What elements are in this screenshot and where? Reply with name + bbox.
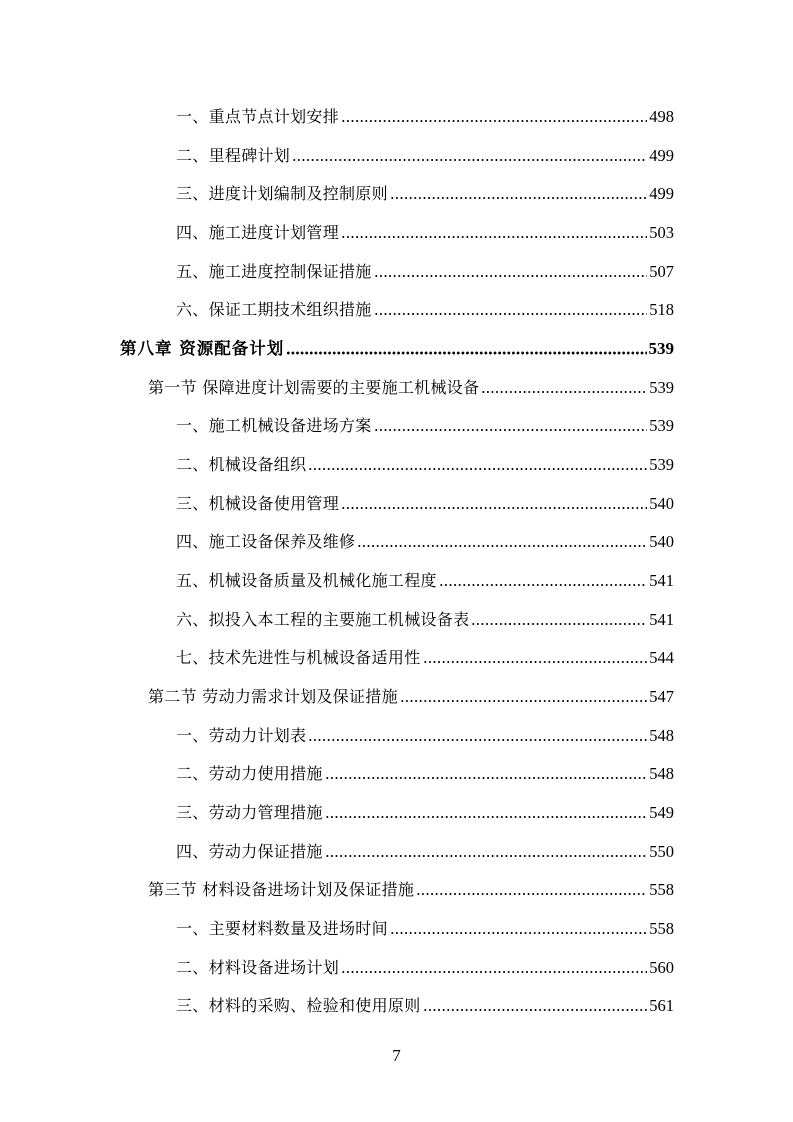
toc-entry-page: 560 [649, 958, 674, 977]
toc-entry-page: 541 [649, 571, 674, 590]
toc-entry[interactable] [176, 410, 674, 436]
toc-entry-page: 539 [649, 455, 674, 474]
toc-entry-page: 518 [649, 300, 674, 319]
dot-leader [286, 351, 646, 355]
toc-entry[interactable] [176, 565, 674, 591]
dot-leader [400, 699, 647, 703]
toc-entry-page: 498 [649, 107, 674, 126]
toc-entry-title: 一、重点节点计划安排 [176, 107, 340, 126]
toc-entry-page: 540 [649, 494, 674, 513]
dot-leader [390, 196, 647, 200]
dot-leader [439, 583, 647, 587]
toc-entry-page: 549 [649, 803, 674, 822]
dot-leader [308, 738, 647, 742]
toc-entry-page: 503 [649, 223, 674, 242]
toc-entry[interactable] [176, 990, 674, 1016]
toc-entry-page: 544 [649, 648, 674, 667]
toc-entry[interactable] [176, 913, 674, 939]
dot-leader [308, 467, 647, 471]
toc-entry-page: 558 [649, 880, 674, 899]
dot-leader [374, 428, 648, 432]
toc-section-entry[interactable] [148, 681, 674, 707]
toc-entry-title: 四、施工设备保养及维修 [176, 532, 356, 551]
toc-entry[interactable] [176, 758, 674, 784]
dot-leader [325, 815, 648, 819]
toc-entry[interactable] [176, 836, 674, 862]
toc-entry-page: 507 [649, 262, 674, 281]
toc-entry[interactable] [176, 101, 674, 127]
toc-entry[interactable] [176, 488, 674, 514]
toc-entry-page: 539 [649, 378, 674, 397]
toc-entry-title: 第三节 材料设备进场计划及保证措施 [148, 880, 415, 899]
toc-entry-title: 二、劳动力使用措施 [176, 764, 323, 783]
dot-leader [341, 235, 647, 239]
toc-entry-page: 539 [648, 339, 674, 358]
toc-entry-title: 五、施工进度控制保证措施 [176, 262, 372, 281]
toc-entry[interactable] [176, 256, 674, 282]
page-number: 7 [392, 1046, 401, 1065]
dot-leader [481, 390, 647, 394]
toc-section-entry[interactable] [148, 372, 674, 398]
toc-entry-page: 540 [649, 532, 674, 551]
dot-leader [341, 119, 647, 123]
dot-leader [292, 158, 647, 162]
dot-leader [423, 1008, 648, 1012]
toc-entry-title: 三、材料的采购、检验和使用原则 [176, 996, 421, 1015]
toc-entry-page: 541 [649, 610, 674, 629]
toc-entry-page: 547 [649, 687, 674, 706]
toc-entry-title: 一、劳动力计划表 [176, 726, 307, 745]
dot-leader [357, 544, 647, 548]
toc-entry[interactable] [176, 952, 674, 978]
dot-leader [416, 892, 647, 896]
toc-chapter-entry[interactable] [120, 333, 674, 359]
toc-entry[interactable] [176, 797, 674, 823]
toc-entry-page: 548 [649, 726, 674, 745]
toc-entry-page: 499 [649, 184, 674, 203]
toc-entry[interactable] [176, 526, 674, 552]
toc-entry-title: 第八章 资源配备计划 [120, 339, 285, 358]
toc-entry-title: 七、技术先进性与机械设备适用性 [176, 648, 421, 667]
toc-entry-title: 五、机械设备质量及机械化施工程度 [176, 571, 437, 590]
toc-entry-page: 499 [649, 146, 674, 165]
toc-entry-title: 三、机械设备使用管理 [176, 494, 340, 513]
toc-entry-title: 二、机械设备组织 [176, 455, 307, 474]
dot-leader [341, 506, 647, 510]
toc-entry-title: 二、里程碑计划 [176, 146, 291, 165]
toc-section-entry[interactable] [148, 874, 674, 900]
toc-entry[interactable] [176, 178, 674, 204]
dot-leader [390, 931, 647, 935]
toc-entry[interactable] [176, 449, 674, 475]
toc-entry[interactable] [176, 140, 674, 166]
toc-entry-page: 539 [649, 416, 674, 435]
toc-entry-title: 第一节 保障进度计划需要的主要施工机械设备 [148, 378, 480, 397]
toc-entry-title: 三、进度计划编制及控制原则 [176, 184, 388, 203]
toc-entry-page: 550 [649, 842, 674, 861]
toc-entry-title: 三、劳动力管理措施 [176, 803, 323, 822]
toc-entry-page: 561 [649, 996, 674, 1015]
dot-leader [325, 776, 648, 780]
toc-entry[interactable] [176, 294, 674, 320]
toc-entry[interactable] [176, 720, 674, 746]
dot-leader [374, 312, 648, 316]
toc-entry-title: 第二节 劳动力需求计划及保证措施 [148, 687, 398, 706]
dot-leader [471, 622, 647, 626]
toc-entry-title: 一、施工机械设备进场方案 [176, 416, 372, 435]
toc-entry-title: 六、拟投入本工程的主要施工机械设备表 [176, 610, 470, 629]
toc-entry[interactable] [176, 604, 674, 630]
toc-entry-title: 四、施工进度计划管理 [176, 223, 340, 242]
dot-leader [325, 854, 648, 858]
toc-entry[interactable] [176, 217, 674, 243]
dot-leader [341, 970, 647, 974]
toc-entry-title: 四、劳动力保证措施 [176, 842, 323, 861]
toc-entry[interactable] [176, 642, 674, 668]
toc-entry-title: 一、主要材料数量及进场时间 [176, 919, 388, 938]
dot-leader [423, 660, 648, 664]
dot-leader [374, 274, 648, 278]
toc-entry-title: 二、材料设备进场计划 [176, 958, 340, 977]
toc-entry-page: 548 [649, 764, 674, 783]
toc-entry-page: 558 [649, 919, 674, 938]
toc-entry-title: 六、保证工期技术组织措施 [176, 300, 372, 319]
